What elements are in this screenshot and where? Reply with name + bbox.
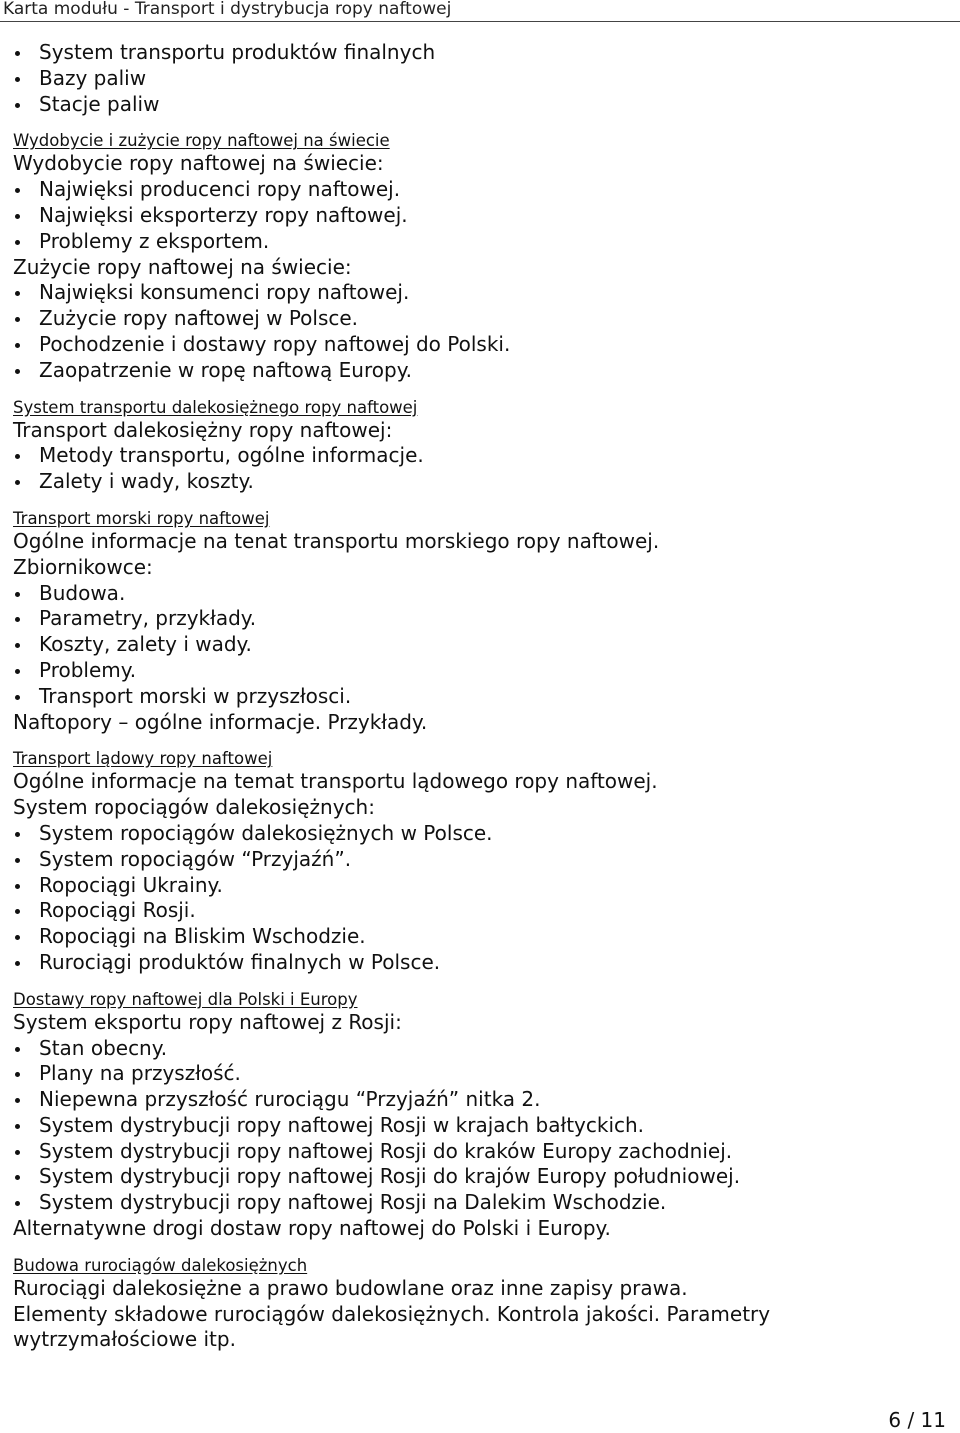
document-body [13,40,943,1353]
bullet-item: Niepewna przyszłość rurociągu “Przyjaźń” nitka 2. [13,1087,943,1113]
text-line: System ropociągów dalekosiężnych: [13,795,375,820]
section-title: Transport morski ropy naftowej [13,508,270,528]
bullet-item: Zużycie ropy naftowej w Polsce. [13,306,943,332]
text-line: wytrzymałościowe itp. [13,1327,236,1352]
bullet-item: Plany na przyszłość. [13,1061,943,1087]
intro-bullet-item: System transportu produktów finalnych [13,40,943,66]
bullet-item: Problemy z eksportem. [13,229,943,255]
bullet-item: Budowa. [13,581,943,607]
text-line: Zbiornikowce: [13,554,153,579]
intro-bullet-item: Bazy paliw [13,66,943,92]
bullet-item: Problemy. [13,658,943,684]
bullet-item: System ropociągów “Przyjaźń”. [13,847,943,873]
text-line: Naftopory – ogólne informacje. Przykłady. [13,709,428,734]
bullet-item: Ropociągi Ukrainy. [13,873,943,899]
section-title: System transportu dalekosiężnego ropy naftowej [13,397,418,417]
bullet-item: System ropociągów dalekosiężnych w Polsce. [13,821,943,847]
page-number: 6 / 11 [888,1408,946,1432]
module-section [13,131,943,383]
text-line: Rurociągi dalekosiężne a prawo budowlane oraz inne zapisy prawa. [13,1275,688,1300]
text-line: Ogólne informacje na temat transportu lądowego ropy naftowej. [13,769,658,794]
module-section [13,509,943,735]
bullet-item: Najwięksi producenci ropy naftowej. [13,177,943,203]
module-section [13,990,943,1242]
section-title: Dostawy ropy naftowej dla Polski i Europy [13,989,358,1009]
bullet-item: Transport morski w przyszłosci. [13,684,943,710]
bullet-item: Stan obecny. [13,1036,943,1062]
text-line: Transport dalekosiężny ropy naftowej: [13,417,393,442]
bullet-item: Zalety i wady, koszty. [13,469,943,495]
section-title: Budowa rurociągów dalekosiężnych [13,1255,308,1275]
module-section [13,398,943,495]
bullet-item: System dystrybucji ropy naftowej Rosji do krajów Europy południowej. [13,1164,943,1190]
text-line: Wydobycie ropy naftowej na świecie: [13,151,384,176]
text-line: System eksportu ropy naftowej z Rosji: [13,1009,402,1034]
bullet-item: Najwięksi konsumenci ropy naftowej. [13,280,943,306]
bullet-item: System dystrybucji ropy naftowej Rosji w krajach bałtyckich. [13,1113,943,1139]
bullet-item: Metody transportu, ogólne informacje. [13,443,943,469]
bullet-item: Najwięksi eksporterzy ropy naftowej. [13,203,943,229]
text-line: Zużycie ropy naftowej na świecie: [13,254,352,279]
section-title: Wydobycie i zużycie ropy naftowej na świecie [13,131,390,151]
text-line: Elementy składowe rurociągów dalekosiężnych. Kontrola jakości. Parametry [13,1301,771,1326]
section-title: Transport lądowy ropy naftowej [13,749,273,769]
intro-bullet-item: Stacje paliw [13,92,943,118]
sections-container [13,131,943,1353]
text-line: Ogólne informacje na tenat transportu morskiego ropy naftowej. [13,528,660,553]
intro-list [13,40,943,117]
text-line: Alternatywne drogi dostaw ropy naftowej do Polski i Europy. [13,1216,611,1241]
module-section [13,1256,943,1353]
bullet-item: System dystrybucji ropy naftowej Rosji na Dalekim Wschodzie. [13,1190,943,1216]
bullet-item: System dystrybucji ropy naftowej Rosji do kraków Europy zachodniej. [13,1139,943,1165]
module-section [13,749,943,975]
bullet-item: Zaopatrzenie w ropę naftową Europy. [13,358,943,384]
bullet-item: Koszty, zalety i wady. [13,632,943,658]
document-title: Karta modułu - Transport i dystrybucja ropy naftowej [3,0,452,19]
bullet-item: Ropociągi na Bliskim Wschodzie. [13,924,943,950]
page-header [0,0,960,22]
bullet-item: Rurociągi produktów finalnych w Polsce. [13,950,943,976]
bullet-item: Pochodzenie i dostawy ropy naftowej do Polski. [13,332,943,358]
bullet-item: Parametry, przykłady. [13,606,943,632]
bullet-item: Ropociągi Rosji. [13,898,943,924]
